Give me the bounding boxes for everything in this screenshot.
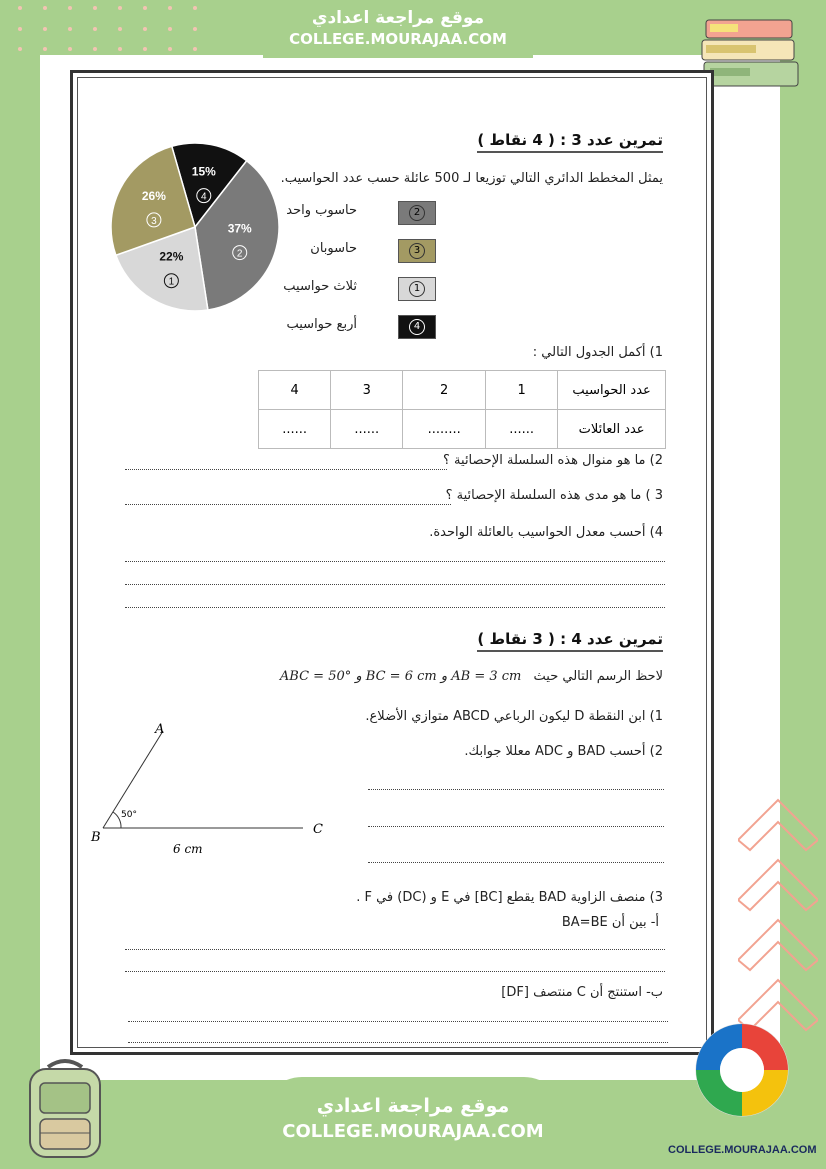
table-cell[interactable]: ...... — [331, 410, 403, 449]
answer-line[interactable] — [368, 861, 664, 863]
site-logo — [694, 1022, 790, 1140]
legend-label: حاسوبان — [310, 241, 357, 256]
question-2: 2) ما هو منوال هذه السلسلة الإحصائية ؟ — [443, 453, 663, 468]
exercise-3-intro: يمثل المخطط الدائري التالي توزيعا لـ 500 عائلة حسب عدد الحواسيب. — [280, 171, 663, 186]
intro-math: ABC = 50° و BC = 6 cm و AB = 3 cm — [279, 669, 522, 684]
chevron-up-icon — [738, 795, 818, 855]
slice-number-label: 2 — [236, 248, 243, 260]
worksheet-page — [70, 70, 714, 1055]
legend-num: 1 — [409, 281, 425, 297]
legend-label: ثلاث حواسيب — [283, 279, 357, 294]
answer-line[interactable] — [368, 788, 664, 790]
answer-line[interactable] — [125, 606, 665, 608]
legend-swatch — [398, 277, 436, 301]
question-3: 3 ) ما هو مدى هذه السلسلة الإحصائية ؟ — [445, 488, 663, 503]
chevron-up-icon — [738, 855, 818, 915]
angle-label: 50° — [121, 810, 137, 820]
chevron-up-icon — [738, 915, 818, 975]
slice-percent-label: 22% — [159, 249, 184, 264]
legend-swatch — [398, 201, 436, 225]
slice-number-label: 1 — [168, 276, 175, 288]
point-c-label: C — [313, 822, 323, 837]
site-url[interactable]: COLLEGE.MOURAJAA.COM — [289, 30, 507, 48]
pie-chart — [109, 141, 281, 313]
intro-text: لاحظ الرسم التالي حيث — [533, 669, 663, 684]
table-cell[interactable]: ...... — [259, 410, 331, 449]
question-4: 4) أحسب معدل الحواسيب بالعائلة الواحدة. — [429, 525, 663, 540]
answer-line[interactable] — [125, 560, 665, 562]
table-header-cell: عدد العائلات — [558, 410, 666, 449]
answer-line[interactable] — [368, 825, 664, 827]
table-header-cell: عدد الحواسيب — [558, 371, 666, 410]
exercise-4-intro — [280, 669, 663, 684]
legend-num: 3 — [409, 243, 425, 259]
legend-num: 4 — [409, 319, 425, 335]
slice-percent-label: 26% — [141, 188, 166, 203]
length-label: 6 cm — [173, 842, 203, 856]
table-row — [259, 410, 666, 449]
answer-line[interactable] — [125, 970, 665, 972]
legend-swatch — [398, 239, 436, 263]
books-illustration — [700, 12, 805, 97]
question-4-3: 3) منصف الزاوية BAD يقطع [BC] في E و (DC) في F . — [356, 890, 663, 905]
legend-label: حاسوب واحد — [286, 203, 357, 218]
table-cell[interactable]: ...... — [486, 410, 558, 449]
point-a-label: A — [155, 722, 165, 737]
table-cell: 1 — [486, 371, 558, 410]
site-header — [263, 0, 533, 58]
exercise-4-title: تمرين عدد 4 : ( 3 نقاط ) — [477, 630, 663, 652]
footer-url[interactable]: COLLEGE.MOURAJAA.COM — [282, 1121, 544, 1142]
slice-percent-label: 37% — [227, 221, 252, 236]
table-cell: 4 — [259, 371, 331, 410]
point-b-label: B — [91, 830, 101, 845]
answer-line[interactable] — [125, 503, 451, 505]
legend-swatch — [398, 315, 436, 339]
slice-percent-label: 15% — [191, 164, 216, 179]
answer-line[interactable] — [128, 1041, 668, 1043]
slice-number-label: 3 — [151, 215, 157, 227]
legend-label: أربع حواسيب — [286, 317, 357, 332]
answer-line[interactable] — [125, 583, 665, 585]
answer-line[interactable] — [125, 468, 447, 470]
triangle-figure — [83, 713, 343, 863]
slice-number-label: 4 — [201, 191, 207, 203]
backpack-illustration — [18, 1055, 113, 1165]
site-title: موقع مراجعة اعدادي — [311, 8, 485, 28]
footer-title: موقع مراجعة اعدادي — [316, 1095, 510, 1117]
question-4-1: 1) ابن النقطة D ليكون الرباعي ABCD متوازي الأضلاع. — [365, 709, 663, 724]
question-1: 1) أكمل الجدول التالي : — [532, 345, 663, 360]
question-4-3a: أ- بين أن BA=BE — [561, 915, 659, 930]
table-cell[interactable]: ........ — [403, 410, 486, 449]
legend-num: 2 — [409, 205, 425, 221]
answer-line[interactable] — [128, 1020, 668, 1022]
data-table — [258, 370, 666, 449]
question-4-3b: ب- استنتج أن C منتصف [DF] — [501, 985, 663, 1000]
logo-url[interactable]: COLLEGE.MOURAJAA.COM — [668, 1144, 817, 1156]
table-cell: 2 — [403, 371, 486, 410]
site-footer — [262, 1077, 564, 1169]
answer-line[interactable] — [125, 948, 665, 950]
question-4-2: 2) أحسب BAD و ADC معللا جوابك. — [464, 744, 663, 759]
table-row — [259, 371, 666, 410]
exercise-3-title: تمرين عدد 3 : ( 4 نقاط ) — [477, 131, 663, 153]
table-cell: 3 — [331, 371, 403, 410]
